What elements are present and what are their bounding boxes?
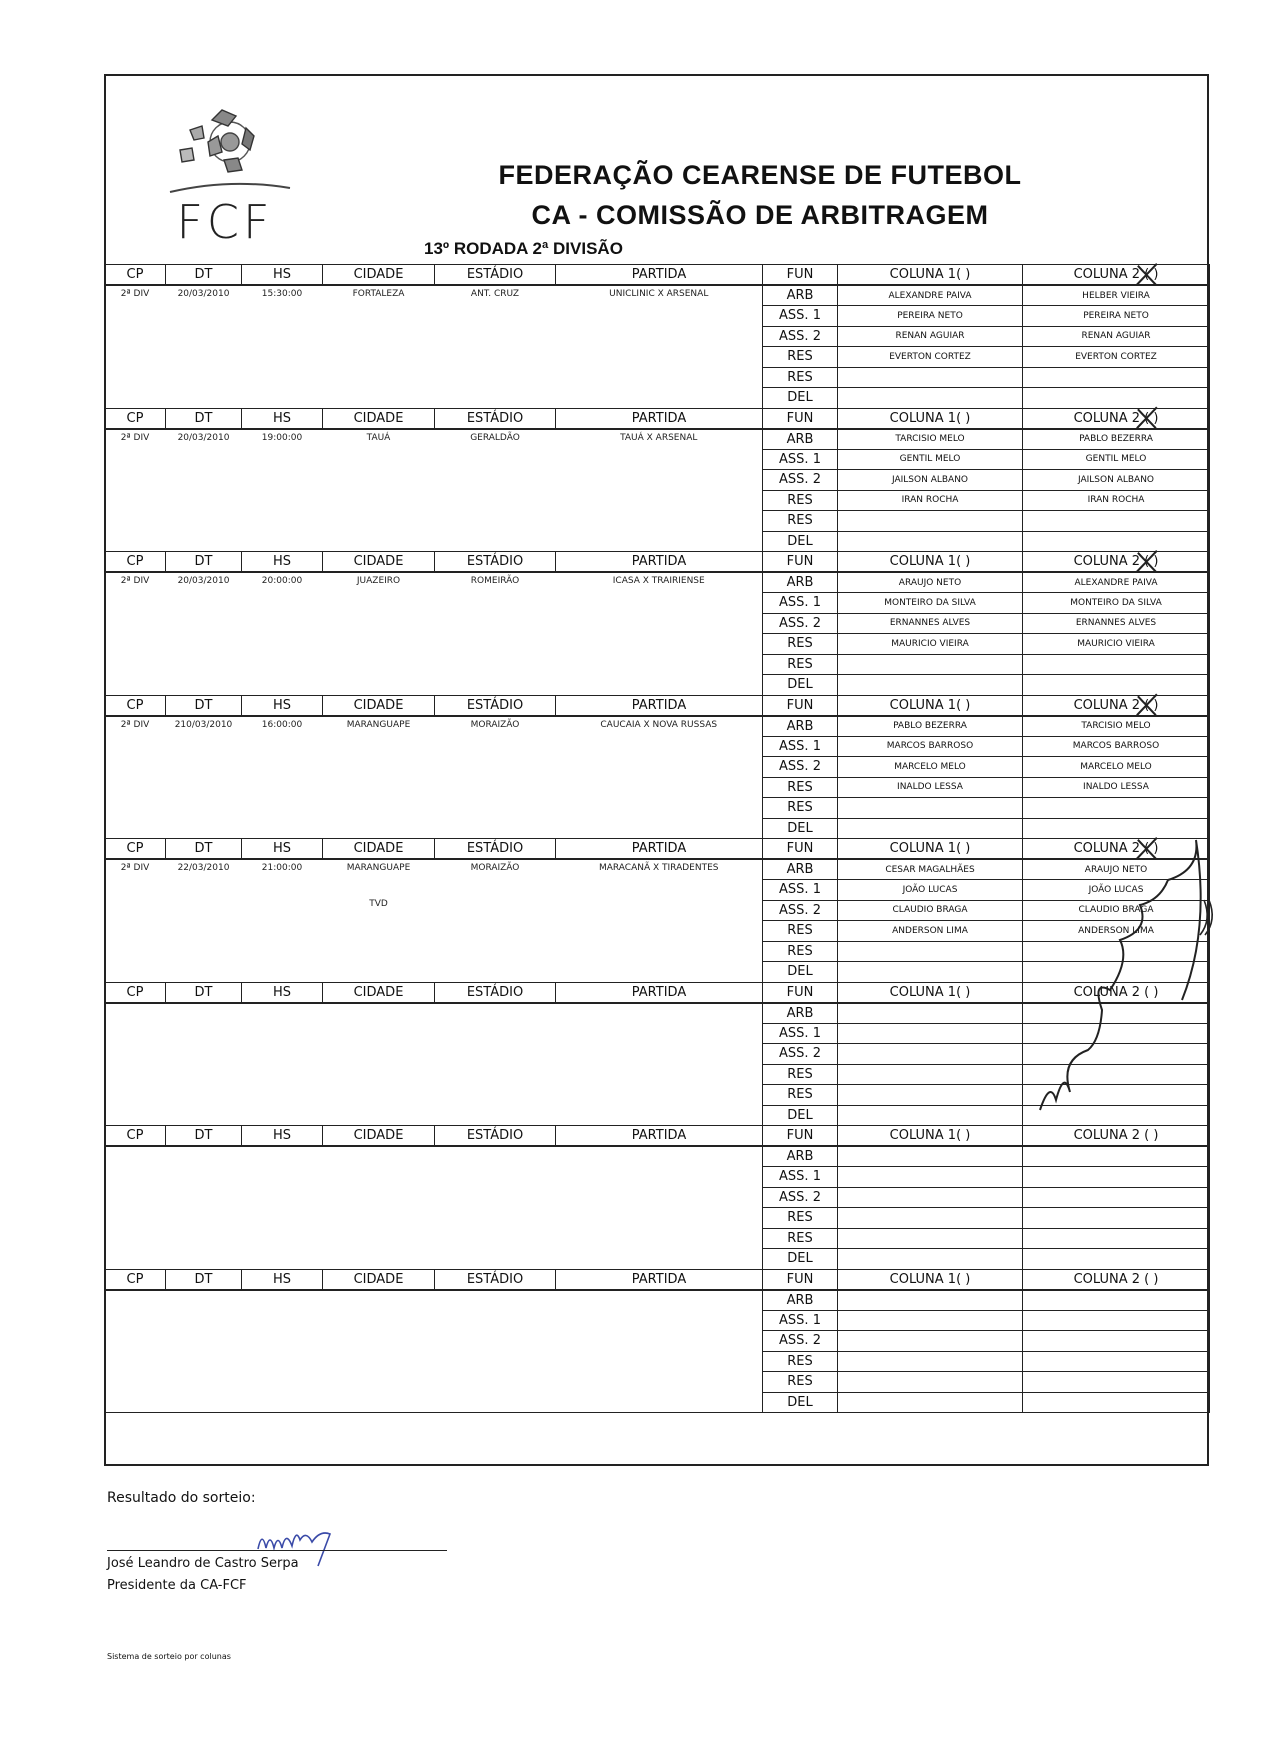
column-header: COLUNA 2 ( ) — [1023, 695, 1210, 716]
column-header: COLUNA 1( ) — [838, 408, 1023, 429]
function-label: RES — [763, 798, 838, 819]
function-label: ARB — [763, 572, 838, 593]
coluna-1-cell — [838, 1187, 1023, 1208]
match-hs: 21:00:00 — [242, 859, 323, 982]
coluna-2-cell: PABLO BEZERRA — [1023, 429, 1210, 450]
column-header: FUN — [763, 1126, 838, 1147]
column-header: ESTÁDIO — [435, 408, 556, 429]
coluna-2-cell: ERNANNES ALVES — [1023, 613, 1210, 634]
coluna-2-cell — [1023, 1351, 1210, 1372]
match-estadio — [435, 1290, 556, 1413]
function-label: RES — [763, 490, 838, 511]
coluna-1-cell — [838, 1372, 1023, 1393]
column-header: PARTIDA — [556, 982, 763, 1003]
function-label: RES — [763, 777, 838, 798]
function-label: DEL — [763, 1105, 838, 1126]
coluna-2-cell — [1023, 1310, 1210, 1331]
column-header: PARTIDA — [556, 1126, 763, 1147]
column-header: ESTÁDIO — [435, 839, 556, 860]
coluna-1-cell — [838, 962, 1023, 983]
coluna-2-cell: EVERTON CORTEZ — [1023, 347, 1210, 368]
coluna-1-cell: JAILSON ALBANO — [838, 470, 1023, 491]
function-label: DEL — [763, 531, 838, 552]
column-header: HS — [242, 982, 323, 1003]
function-label: RES — [763, 1085, 838, 1106]
coluna-2-cell — [1023, 367, 1210, 388]
coluna-1-cell — [838, 1249, 1023, 1270]
function-row — [105, 859, 1210, 880]
coluna-1-cell — [838, 531, 1023, 552]
column-header: CP — [105, 982, 166, 1003]
function-label: DEL — [763, 675, 838, 696]
coluna-2-cell: IRAN ROCHA — [1023, 490, 1210, 511]
function-label: ASS. 2 — [763, 1044, 838, 1065]
match-cp: 2ª DIV — [105, 716, 166, 839]
column-header: COLUNA 1( ) — [838, 1269, 1023, 1290]
column-header: ESTÁDIO — [435, 695, 556, 716]
coluna-1-cell: INALDO LESSA — [838, 777, 1023, 798]
column-header: PARTIDA — [556, 408, 763, 429]
coluna-1-cell: CESAR MAGALHÃES — [838, 859, 1023, 880]
column-header: DT — [166, 839, 242, 860]
coluna-2-cell: INALDO LESSA — [1023, 777, 1210, 798]
coluna-1-cell — [838, 1044, 1023, 1065]
coluna-2-cell — [1023, 1228, 1210, 1249]
column-header: HS — [242, 1269, 323, 1290]
function-row — [105, 1146, 1210, 1167]
match-dt: 20/03/2010 — [166, 572, 242, 695]
column-header: HS — [242, 265, 323, 286]
match-hs — [242, 1146, 323, 1269]
coluna-2-cell: GENTIL MELO — [1023, 449, 1210, 470]
function-label: ASS. 2 — [763, 326, 838, 347]
coluna-1-cell: ALEXANDRE PAIVA — [838, 285, 1023, 306]
column-header: HS — [242, 552, 323, 573]
coluna-2-cell: CLAUDIO BRAGA — [1023, 900, 1210, 921]
column-header: DT — [166, 1269, 242, 1290]
column-header: FUN — [763, 839, 838, 860]
block-header-row — [105, 552, 1210, 573]
function-label: RES — [763, 367, 838, 388]
column-header: CP — [105, 552, 166, 573]
block-header-row — [105, 1269, 1210, 1290]
coluna-1-cell — [838, 1085, 1023, 1106]
column-header: CP — [105, 408, 166, 429]
function-label: ASS. 1 — [763, 1310, 838, 1331]
coluna-2-cell — [1023, 962, 1210, 983]
coluna-2-cell: MARCOS BARROSO — [1023, 736, 1210, 757]
match-partida: ICASA X TRAIRIENSE — [556, 572, 763, 695]
block-header-row — [105, 695, 1210, 716]
coluna-2-cell: JOÃO LUCAS — [1023, 880, 1210, 901]
column-header: FUN — [763, 552, 838, 573]
match-dt: 20/03/2010 — [166, 429, 242, 552]
column-header: COLUNA 1( ) — [838, 552, 1023, 573]
signer-role: Presidente da CA-FCF — [107, 1578, 247, 1593]
coluna-2-cell — [1023, 511, 1210, 532]
column-header: CP — [105, 1269, 166, 1290]
match-estadio: GERALDÃO — [435, 429, 556, 552]
match-partida: TAUÁ X ARSENAL — [556, 429, 763, 552]
block-header-row — [105, 982, 1210, 1003]
coluna-1-cell — [838, 675, 1023, 696]
coluna-2-cell — [1023, 1105, 1210, 1126]
column-header: FUN — [763, 408, 838, 429]
match-hs: 15:30:00 — [242, 285, 323, 408]
column-header: CIDADE — [323, 839, 435, 860]
function-label: ASS. 2 — [763, 470, 838, 491]
coluna-2-cell: MONTEIRO DA SILVA — [1023, 593, 1210, 614]
column-header: FUN — [763, 1269, 838, 1290]
function-label: RES — [763, 347, 838, 368]
coluna-1-cell — [838, 1023, 1023, 1044]
column-header: PARTIDA — [556, 265, 763, 286]
match-cidade: MARANGUAPE — [323, 716, 435, 839]
coluna-1-cell: GENTIL MELO — [838, 449, 1023, 470]
coluna-1-cell: MAURICIO VIEIRA — [838, 634, 1023, 655]
logo-text: FCF — [176, 195, 274, 249]
block-header-row — [105, 839, 1210, 860]
column-header: COLUNA 2 ( ) — [1023, 408, 1210, 429]
coluna-2-cell — [1023, 1392, 1210, 1413]
coluna-1-cell — [838, 798, 1023, 819]
coluna-1-cell: IRAN ROCHA — [838, 490, 1023, 511]
block-header-row — [105, 408, 1210, 429]
coluna-1-cell — [838, 1351, 1023, 1372]
column-header: ESTÁDIO — [435, 1269, 556, 1290]
coluna-2-cell: ALEXANDRE PAIVA — [1023, 572, 1210, 593]
column-header: COLUNA 2 ( ) — [1023, 265, 1210, 286]
column-header: COLUNA 2 ( ) — [1023, 552, 1210, 573]
match-cidade: JUAZEIRO — [323, 572, 435, 695]
match-cidade: MARANGUAPE TVD — [323, 859, 435, 982]
column-header: CIDADE — [323, 552, 435, 573]
block-header-row — [105, 265, 1210, 286]
schedule-table — [104, 264, 1210, 1413]
function-label: DEL — [763, 388, 838, 409]
coluna-1-cell — [838, 941, 1023, 962]
function-row — [105, 429, 1210, 450]
coluna-1-cell — [838, 1310, 1023, 1331]
function-label: ASS. 2 — [763, 900, 838, 921]
match-cidade — [323, 1003, 435, 1126]
column-header: COLUNA 1( ) — [838, 839, 1023, 860]
column-header: CP — [105, 265, 166, 286]
function-label: ARB — [763, 429, 838, 450]
coluna-1-cell — [838, 1290, 1023, 1311]
coluna-2-cell — [1023, 1064, 1210, 1085]
fcf-logo — [150, 100, 300, 250]
function-label: ARB — [763, 1290, 838, 1311]
match-partida: UNICLINIC X ARSENAL — [556, 285, 763, 408]
function-label: ARB — [763, 285, 838, 306]
match-hs — [242, 1290, 323, 1413]
org-title: FEDERAÇÃO CEARENSE DE FUTEBOL — [498, 160, 1022, 190]
match-estadio: MORAIZÃO — [435, 716, 556, 839]
function-label: ASS. 1 — [763, 449, 838, 470]
coluna-1-cell — [838, 654, 1023, 675]
coluna-1-cell: TARCISIO MELO — [838, 429, 1023, 450]
column-header: CIDADE — [323, 695, 435, 716]
signature-line — [107, 1550, 447, 1551]
function-label: RES — [763, 1208, 838, 1229]
function-label: ARB — [763, 1003, 838, 1024]
column-header: HS — [242, 1126, 323, 1147]
coluna-1-cell: RENAN AGUIAR — [838, 326, 1023, 347]
coluna-1-cell: ARAUJO NETO — [838, 572, 1023, 593]
function-label: RES — [763, 634, 838, 655]
column-header: CIDADE — [323, 982, 435, 1003]
match-partida — [556, 1146, 763, 1269]
coluna-2-cell: PEREIRA NETO — [1023, 306, 1210, 327]
function-label: RES — [763, 921, 838, 942]
coluna-2-cell — [1023, 1208, 1210, 1229]
function-row — [105, 1003, 1210, 1024]
coluna-1-cell: PEREIRA NETO — [838, 306, 1023, 327]
column-header: DT — [166, 1126, 242, 1147]
function-label: ASS. 1 — [763, 1167, 838, 1188]
coluna-2-cell — [1023, 675, 1210, 696]
column-header: HS — [242, 839, 323, 860]
function-label: RES — [763, 1372, 838, 1393]
match-cp: 2ª DIV — [105, 859, 166, 982]
match-cp: 2ª DIV — [105, 285, 166, 408]
coluna-2-cell: ARAUJO NETO — [1023, 859, 1210, 880]
coluna-2-cell — [1023, 654, 1210, 675]
coluna-1-cell: ANDERSON LIMA — [838, 921, 1023, 942]
match-cidade: FORTALEZA — [323, 285, 435, 408]
match-cidade: TAUÁ — [323, 429, 435, 552]
match-estadio: MORAIZÃO — [435, 859, 556, 982]
column-header: CP — [105, 839, 166, 860]
column-header: COLUNA 1( ) — [838, 1126, 1023, 1147]
function-label: RES — [763, 1351, 838, 1372]
function-label: ARB — [763, 1146, 838, 1167]
system-note: Sistema de sorteio por colunas — [107, 1652, 231, 1661]
match-hs: 16:00:00 — [242, 716, 323, 839]
column-header: DT — [166, 982, 242, 1003]
coluna-2-cell: TARCISIO MELO — [1023, 716, 1210, 737]
column-header: COLUNA 2 ( ) — [1023, 839, 1210, 860]
function-row — [105, 716, 1210, 737]
coluna-2-cell — [1023, 531, 1210, 552]
column-header: FUN — [763, 982, 838, 1003]
function-label: DEL — [763, 1249, 838, 1270]
match-dt — [166, 1146, 242, 1269]
function-label: ASS. 1 — [763, 593, 838, 614]
column-header: ESTÁDIO — [435, 552, 556, 573]
coluna-2-cell: RENAN AGUIAR — [1023, 326, 1210, 347]
match-partida — [556, 1290, 763, 1413]
coluna-2-cell — [1023, 818, 1210, 839]
coluna-2-cell — [1023, 1290, 1210, 1311]
coluna-1-cell: PABLO BEZERRA — [838, 716, 1023, 737]
coluna-1-cell — [838, 388, 1023, 409]
column-header: HS — [242, 695, 323, 716]
coluna-1-cell: MONTEIRO DA SILVA — [838, 593, 1023, 614]
coluna-2-cell: MARCELO MELO — [1023, 757, 1210, 778]
column-header: COLUNA 1( ) — [838, 265, 1023, 286]
match-dt: 20/03/2010 — [166, 285, 242, 408]
coluna-2-cell — [1023, 1085, 1210, 1106]
function-label: ASS. 1 — [763, 306, 838, 327]
function-row — [105, 572, 1210, 593]
signer-name: José Leandro de Castro Serpa — [107, 1556, 299, 1571]
coluna-1-cell — [838, 1331, 1023, 1352]
match-cidade-note: TVD — [369, 899, 388, 909]
function-label: DEL — [763, 962, 838, 983]
match-dt — [166, 1003, 242, 1126]
column-header: COLUNA 1( ) — [838, 695, 1023, 716]
commission-title: CA - COMISSÃO DE ARBITRAGEM — [531, 200, 989, 230]
column-header: CP — [105, 695, 166, 716]
coluna-1-cell — [838, 1208, 1023, 1229]
coluna-2-cell: ANDERSON LIMA — [1023, 921, 1210, 942]
result-label: Resultado do sorteio: — [107, 1490, 256, 1506]
coluna-1-cell — [838, 818, 1023, 839]
coluna-1-cell — [838, 1146, 1023, 1167]
block-header-row — [105, 1126, 1210, 1147]
coluna-2-cell — [1023, 798, 1210, 819]
function-label: RES — [763, 941, 838, 962]
column-header: COLUNA 2 ( ) — [1023, 1269, 1210, 1290]
column-header: DT — [166, 695, 242, 716]
function-label: RES — [763, 1064, 838, 1085]
function-label: ARB — [763, 716, 838, 737]
column-header: PARTIDA — [556, 1269, 763, 1290]
match-hs: 19:00:00 — [242, 429, 323, 552]
coluna-1-cell — [838, 1228, 1023, 1249]
match-dt: 210/03/2010 — [166, 716, 242, 839]
column-header: CIDADE — [323, 408, 435, 429]
function-label: ASS. 1 — [763, 1023, 838, 1044]
coluna-1-cell: CLAUDIO BRAGA — [838, 900, 1023, 921]
coluna-1-cell: MARCOS BARROSO — [838, 736, 1023, 757]
coluna-1-cell — [838, 1392, 1023, 1413]
match-estadio — [435, 1003, 556, 1126]
coluna-2-cell — [1023, 1146, 1210, 1167]
function-label: ASS. 1 — [763, 736, 838, 757]
match-cp — [105, 1003, 166, 1126]
column-header: CIDADE — [323, 1269, 435, 1290]
function-label: ASS. 2 — [763, 1187, 838, 1208]
column-header: ESTÁDIO — [435, 265, 556, 286]
function-label: DEL — [763, 1392, 838, 1413]
coluna-1-cell: ERNANNES ALVES — [838, 613, 1023, 634]
function-label: ASS. 2 — [763, 757, 838, 778]
function-label: ASS. 2 — [763, 1331, 838, 1352]
coluna-1-cell: JOÃO LUCAS — [838, 880, 1023, 901]
match-cp — [105, 1290, 166, 1413]
column-header: DT — [166, 552, 242, 573]
match-partida: CAUCAIA X NOVA RUSSAS — [556, 716, 763, 839]
soccer-ball-icon — [180, 110, 254, 172]
function-label: RES — [763, 1228, 838, 1249]
column-header: DT — [166, 408, 242, 429]
match-cp: 2ª DIV — [105, 429, 166, 552]
column-header: FUN — [763, 695, 838, 716]
coluna-1-cell: MARCELO MELO — [838, 757, 1023, 778]
column-header: CP — [105, 1126, 166, 1147]
function-label: ASS. 2 — [763, 613, 838, 634]
column-header: CIDADE — [323, 265, 435, 286]
match-estadio: ROMEIRÃO — [435, 572, 556, 695]
match-hs — [242, 1003, 323, 1126]
match-dt: 22/03/2010 — [166, 859, 242, 982]
coluna-1-cell — [838, 1003, 1023, 1024]
coluna-2-cell — [1023, 1003, 1210, 1024]
coluna-2-cell — [1023, 1044, 1210, 1065]
column-header: PARTIDA — [556, 839, 763, 860]
function-row — [105, 1290, 1210, 1311]
match-cp — [105, 1146, 166, 1269]
column-header: ESTÁDIO — [435, 1126, 556, 1147]
column-header: COLUNA 2 ( ) — [1023, 1126, 1210, 1147]
column-header: HS — [242, 408, 323, 429]
function-label: ARB — [763, 859, 838, 880]
function-label: DEL — [763, 818, 838, 839]
coluna-2-cell: JAILSON ALBANO — [1023, 470, 1210, 491]
coluna-1-cell: EVERTON CORTEZ — [838, 347, 1023, 368]
match-cidade — [323, 1290, 435, 1413]
match-estadio — [435, 1146, 556, 1269]
function-label: RES — [763, 654, 838, 675]
coluna-1-cell — [838, 1167, 1023, 1188]
column-header: PARTIDA — [556, 695, 763, 716]
coluna-1-cell — [838, 1105, 1023, 1126]
function-label: ASS. 1 — [763, 880, 838, 901]
column-header: ESTÁDIO — [435, 982, 556, 1003]
function-row — [105, 285, 1210, 306]
function-label: RES — [763, 511, 838, 532]
coluna-1-cell — [838, 1064, 1023, 1085]
coluna-1-cell — [838, 367, 1023, 388]
coluna-2-cell — [1023, 1372, 1210, 1393]
coluna-2-cell — [1023, 1331, 1210, 1352]
match-partida — [556, 1003, 763, 1126]
coluna-2-cell — [1023, 388, 1210, 409]
round-title: 13º RODADA 2ª DIVISÃO — [424, 239, 623, 258]
coluna-2-cell — [1023, 941, 1210, 962]
coluna-2-cell: MAURICIO VIEIRA — [1023, 634, 1210, 655]
coluna-1-cell — [838, 511, 1023, 532]
coluna-2-cell — [1023, 1167, 1210, 1188]
match-cp: 2ª DIV — [105, 572, 166, 695]
coluna-2-cell — [1023, 1023, 1210, 1044]
match-dt — [166, 1290, 242, 1413]
coluna-2-cell — [1023, 1187, 1210, 1208]
match-estadio: ANT. CRUZ — [435, 285, 556, 408]
coluna-2-cell: HELBER VIEIRA — [1023, 285, 1210, 306]
column-header: COLUNA 1( ) — [838, 982, 1023, 1003]
column-header: PARTIDA — [556, 552, 763, 573]
column-header: FUN — [763, 265, 838, 286]
match-cidade — [323, 1146, 435, 1269]
coluna-2-cell — [1023, 1249, 1210, 1270]
column-header: CIDADE — [323, 1126, 435, 1147]
column-header: COLUNA 2 ( ) — [1023, 982, 1210, 1003]
match-hs: 20:00:00 — [242, 572, 323, 695]
column-header: DT — [166, 265, 242, 286]
match-partida: MARACANÃ X TIRADENTES — [556, 859, 763, 982]
